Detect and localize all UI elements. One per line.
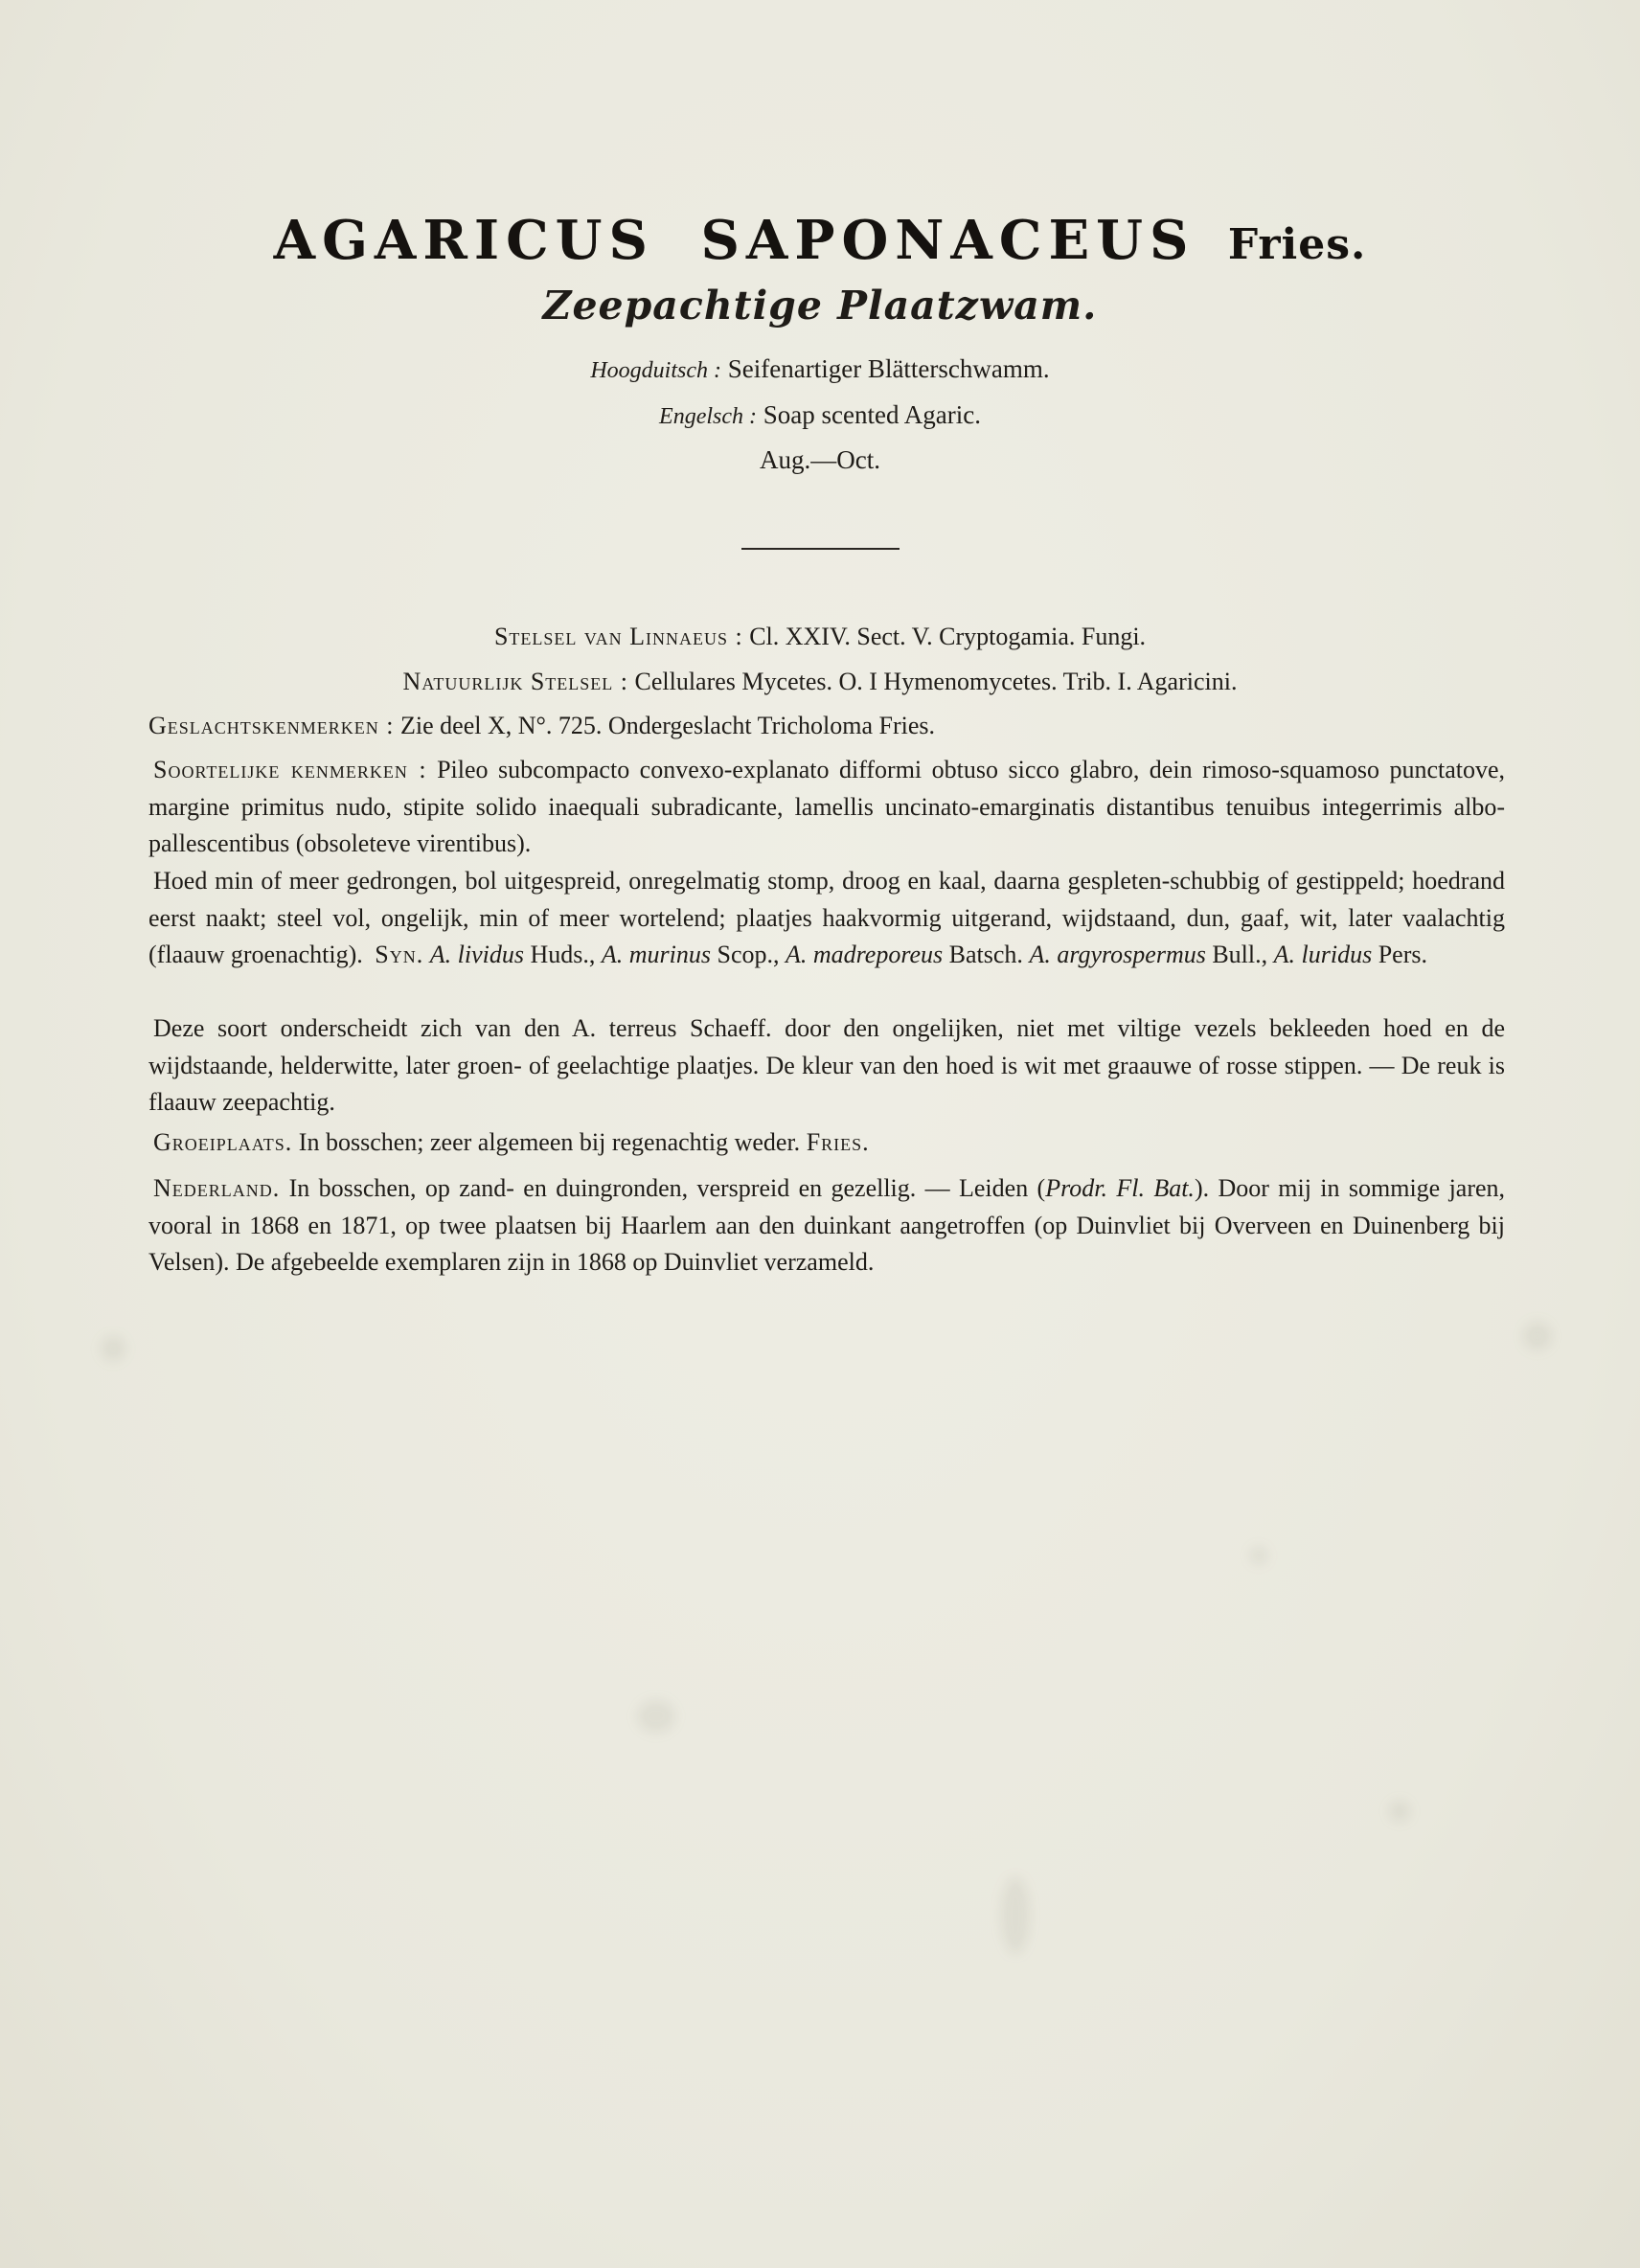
- synonym: A. argyrospermus: [1029, 941, 1206, 968]
- paper-stain: [101, 1336, 125, 1361]
- german-name: Seifenartiger Blätterschwamm.: [727, 354, 1050, 383]
- species-label: Soortelijke kenmerken :: [153, 756, 427, 783]
- english-name: Soap scented Agaric.: [763, 400, 981, 429]
- natural-system-line: [0, 668, 1640, 696]
- genus-text: Zie deel X, N°. 725. Ondergeslacht Tricholoma Fries.: [400, 712, 936, 739]
- synonym-author: Batsch.: [948, 941, 1023, 968]
- natural-text: Cellulares Mycetes. O. I Hymenomycetes. Trib. I. Agaricini.: [634, 668, 1238, 695]
- syn-label: Syn.: [375, 941, 424, 968]
- synonym-author: Bull.,: [1212, 941, 1268, 968]
- synonym-author: Pers.: [1378, 941, 1427, 968]
- synonym: A. lividus: [429, 941, 524, 968]
- description-text: Hoed min of meer gedrongen, bol uitgespreid, onregelmatig stomp, droog en kaal, daarna gespleten-schubbig of gestippeld; hoedrand eerst naakt; steel vol, ongelijk, min of meer wortelend; plaatjes haakvormig uitgerand, wijdstaand, dun, gaaf, wit, later vaalachtig (flaauw groenachtig).: [148, 867, 1505, 968]
- description-block: [148, 863, 1505, 974]
- netherlands-paragraph: [148, 1170, 1505, 1281]
- species-text: Pileo subcompacto convexo-explanato difformi obtuso sicco glabro, dein rimoso-squamoso punctatove, margine primitus nudo, stipite solido inaequali subradicante, lamellis uncinato-emarginatis distantibus tenuibus integerrimis albo-pallescentibus (obsoleteve virentibus).: [148, 756, 1506, 857]
- paper-stain: [1250, 1547, 1267, 1564]
- title-species: SAPONACEUS: [700, 209, 1196, 272]
- paper-stain: [1523, 1322, 1552, 1350]
- linnaeus-label: Stelsel van Linnaeus :: [493, 623, 743, 650]
- netherlands-reference: Prodr. Fl. Bat.: [1045, 1174, 1195, 1202]
- natural-label: Natuurlijk Stelsel :: [402, 668, 628, 695]
- netherlands-text-before: In bosschen, op zand- en duingronden, verspreid en gezellig. — Leiden (: [288, 1174, 1046, 1202]
- genus-label: Geslachtskenmerken :: [148, 712, 395, 739]
- comparison-block: [148, 1010, 1505, 1122]
- paper-stain: [637, 1700, 675, 1733]
- linnaeus-text: Cl. XXIV. Sect. V. Cryptogamia. Fungi.: [749, 623, 1147, 650]
- netherlands-text-after: ). Door mij in sommige jaren, vooral in 1868 en 1871, op twee plaatsen bij Haarlem aan den duinkant aangetroffen (op Duinvliet bij Overveen en Duinenberg bij Velsen). De afgebeelde exemplaren zijn in 1868 op Duinvliet verzameld.: [148, 1174, 1506, 1276]
- linnaeus-line: [0, 623, 1640, 651]
- divider: [741, 548, 900, 550]
- comparison-paragraph: Deze soort onderscheidt zich van den A. terreus Schaeff. door den ongelijken, niet met viltige vezels bekleeden hoed en de wijdstaande, helderwitte, later groen- of geelachtige plaatjes. De kleur van den hoed is wit met graauwe of rosse stippen. — De reuk is flaauw zeepachtig.: [148, 1014, 1505, 1116]
- habitat-paragraph: [148, 1124, 1505, 1162]
- species-characters: [148, 752, 1505, 863]
- page-subtitle: Zeepachtige Plaatzwam.: [542, 283, 1098, 329]
- english-label: Engelsch :: [659, 404, 758, 429]
- habitat-text: In bosschen; zeer algemeen bij regenachtig weder.: [298, 1128, 801, 1156]
- netherlands-label: Nederland.: [153, 1174, 281, 1202]
- species-paragraph: [148, 752, 1505, 863]
- genus-characters-line: [148, 712, 935, 740]
- description-paragraph: [148, 863, 1505, 974]
- season-line: Aug.—Oct.: [760, 445, 880, 474]
- synonym: A. murinus: [601, 941, 711, 968]
- german-name-line: [0, 354, 1640, 384]
- habitat-block: [148, 1124, 1505, 1162]
- synonym-author: Scop.,: [717, 941, 780, 968]
- title-author: Fries.: [1227, 220, 1367, 269]
- paper-stain: [1001, 1877, 1030, 1954]
- habitat-label: Groeiplaats.: [153, 1128, 293, 1156]
- netherlands-block: [148, 1170, 1505, 1281]
- page-title: [0, 209, 1640, 272]
- german-label: Hoogduitsch :: [590, 358, 721, 383]
- habitat-author: Fries.: [806, 1128, 870, 1156]
- synonym-author: Huds.,: [530, 941, 596, 968]
- title-genus: AGARICUS: [273, 209, 654, 272]
- synonym: A. luridus: [1273, 941, 1373, 968]
- paper-stain: [1389, 1801, 1410, 1822]
- english-name-line: [0, 400, 1640, 430]
- synonym: A. madreporeus: [786, 941, 944, 968]
